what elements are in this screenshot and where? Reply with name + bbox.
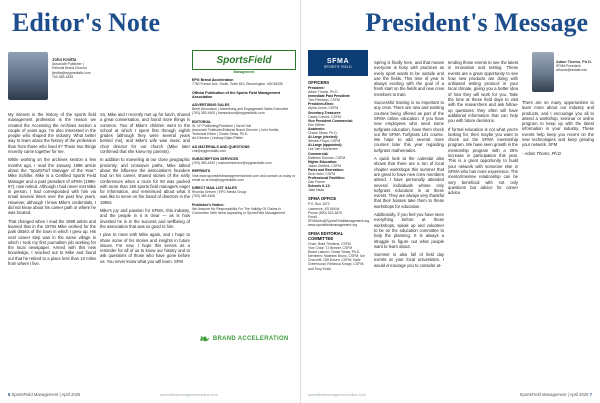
- page-number: 7: [589, 392, 592, 397]
- footer-title: SportsField Management | April 2025: [11, 392, 81, 397]
- brand-acceleration-logo: [196, 327, 292, 351]
- masthead: [192, 50, 296, 215]
- officer-entry: [308, 168, 368, 176]
- signature: - Adam Thoms, Ph.D: [522, 150, 561, 156]
- office-line: www.sportsfieldmanagement.org: [308, 222, 358, 227]
- officers-sidebar: [308, 50, 368, 271]
- masthead-line: Visit www.sportsfieldmanagementonline.com and contact us today or email us at info@epgmediallc.com: [192, 173, 296, 182]
- officer-name: Adam Thoms, Ph.D.: [308, 90, 339, 95]
- president-name: Adam Thoms, Ph.D.: [556, 60, 592, 64]
- paragraph: That changed when I read the 1998 article and learned that in the 1970s Mike worked for the park district of the town in which I grew up. His next career step was in the same village in which I took my first journalism job working for the local newspaper. Armed with this new knowledge, I reached out to Mike and found out that he retired to a place less than 10 miles from where I live.: [8, 218, 96, 267]
- officer-name: Jason DeMink, CSFM: [308, 163, 341, 168]
- officer-role: President:: [308, 86, 325, 90]
- paragraph: Successful training is so important to any crew. There are new and existing courses being offered as part of the SFMA online education. If you have new employees who need some turfgrass education, have them check out the SFMA Turfgrass 101 course. We hope to add several more courses later this year regarding turfgrass mathematics.: [374, 100, 444, 153]
- masthead-section-head: ADVERTISING SALES: [192, 103, 230, 108]
- paragraph: I plan to meet with Mike again, and I hope to share some of his stories and insights in future issues. For now, I hope this serves as a reminder for all of us to know our history and to ask questions of those who have gone before us. You never know what you will learn. SFM: [100, 232, 190, 264]
- masthead-section: [192, 169, 296, 182]
- editor-column-2: [100, 112, 190, 267]
- president-column-1: [374, 60, 444, 271]
- masthead-line: Brent Amundson | Advertising and Engagement Sales Executive: [192, 107, 289, 112]
- officer-entry: [308, 160, 368, 168]
- paragraph: Summer is also full of field day events at your local universities. I would encourage you to consider at-: [374, 252, 444, 268]
- officer-name: Erin Hiltner: [308, 122, 325, 127]
- president-role: SFMA President: [556, 64, 581, 69]
- editor-name: John Kmitta: [52, 57, 77, 62]
- officer-role: Commercial:: [308, 151, 329, 156]
- sportsfield-logo: [192, 50, 296, 70]
- masthead-section: [192, 157, 296, 165]
- committee-line: Vice Chair: TJ Brewer, CSFM: [308, 246, 353, 251]
- editors-note-title: Editor's Note: [12, 8, 161, 37]
- editor-info: [52, 58, 116, 79]
- officer-entry: [308, 135, 368, 143]
- left-footer: [8, 392, 80, 397]
- masthead-section: [192, 145, 296, 153]
- office-line: P.O. Box 1672: [308, 202, 330, 207]
- editor-email[interactable]: jkmitta@epgmediallc.com: [52, 70, 91, 75]
- masthead-line: 7760 France Ave. South, Suite 810, Bloomington, MN 55435: [192, 82, 283, 87]
- paragraph: Spring is finally here, and that means everyone is busy with practices as every sport wants to be outside and use the fields. This time of year is always exciting with the goal of a fresh start on the fields and new crew members to train.: [374, 60, 444, 97]
- masthead-line: Associate Publisher/Editorial Brand Director | John Kmitta: [192, 128, 279, 133]
- masthead-section-head: EDITORIAL: [192, 119, 212, 124]
- office-heading: SFMA OFFICE: [308, 196, 337, 202]
- editor-column-1: [8, 112, 96, 269]
- officer-role: Academic:: [308, 126, 326, 131]
- officer-role: Vice President Commercial:: [308, 118, 353, 123]
- officer-entry: [308, 143, 368, 151]
- committee-heading: SFMA EDITORIAL COMMITTEE: [308, 231, 344, 241]
- paragraph: Mike's joy and passion for SFMA, this industry, and the people in it is clear — as is how invested he is in the success and wellbeing of the association that was so good to him.: [100, 208, 190, 229]
- committee-line: Chair: Brad Thedens, CSFM: [308, 242, 351, 246]
- officer-entry: [308, 102, 368, 110]
- paragraph: If formal education is not what you're looking for, then maybe you want to check out the SFMA mentorship program. We have seen growth in the mentorship program with a 25% increase in participation this year. This is a great opportunity to build your network with someone else in SFMA who has more experience. The mentor/mentee relationship can be very beneficial with not only questions but advice for career advice.: [448, 126, 518, 196]
- paragraph: A quick look at the calendar also shows that there are a ton of local chapter workshops this summer that are great to have new crew members attend. I have personally attended several individuals whose only turfgrass education is at these events. They are always very thankful that their bosses take them to these workshops for education.: [374, 156, 444, 209]
- officer-role: At-Large (elected):: [308, 135, 338, 140]
- officer-name: Dan Ferres: [308, 180, 325, 185]
- editor-phone: 763-383-4405: [52, 74, 74, 79]
- officer-entry: [308, 119, 368, 127]
- page-number: 6: [8, 392, 11, 397]
- masthead-section: [192, 120, 296, 141]
- paragraph: Additionally, if you feel you have seen everything before at these workshops, speak up and volunteer to be on the education committee to help the planning. It is always a struggle to figure out what people want to learn about.: [374, 212, 444, 249]
- officers-heading: OFFICERS: [308, 80, 330, 85]
- sfma-logo: [308, 50, 368, 76]
- officer-list: [308, 86, 368, 192]
- officer-entry: [308, 127, 368, 135]
- officer-role: Professional Facilities:: [308, 176, 345, 181]
- right-footer: [520, 392, 592, 397]
- presidents-message-title: President's Message: [365, 8, 588, 37]
- officer-name: Lee Van Hoorebeke: [308, 147, 338, 152]
- masthead-section-head: SUBSCRIPTION SERVICES: [192, 157, 239, 162]
- committee-line: Members: Matthew Bruns, CSFM; Ian Churchill; Cliff Dosen, CSFM; Katie Greenwood; Rebecca Knapp, CSFM; and Tony Koski.: [308, 254, 365, 271]
- committee-lines: [308, 242, 368, 271]
- masthead-line: Sr. VP Publishing/Publisher | David Voll: [192, 123, 252, 128]
- officer-name: Weston Floyd, CSFM: [308, 139, 341, 144]
- president-column-2: [448, 60, 518, 198]
- masthead-section-head: Publisher's Notice:: [192, 202, 225, 207]
- officer-role: Parks and Recreation:: [308, 167, 344, 172]
- committee-line: Board Liaison: Chase Straw, Ph.D.: [308, 250, 361, 255]
- editor-photo: [8, 52, 48, 100]
- paragraph: There are so many opportunities to learn more about our industry and products, and I encourage you all to attend a workshop, seminar or online program to keep up with the latest information in your industry. These events help keep you recent on the new technologies and keep growing your network. SFM: [522, 100, 594, 148]
- masthead-section: [192, 91, 296, 99]
- masthead-section: [192, 103, 296, 116]
- officer-role: Secretary-Treasurer:: [308, 110, 342, 115]
- officer-name: Tom Pinkston, CSFM: [308, 98, 340, 103]
- masthead-line: Art Director | Lindsay Dijan-Pfeifer: [192, 136, 244, 141]
- masthead-line: We Assume No Responsibility For The Validity Of Claims In Connection With Items Appearing In SportsField Management.: [192, 206, 286, 216]
- sfma-logo-text: SFMA: [326, 57, 350, 65]
- office-line: Lawrence, KS 66044: [308, 206, 340, 211]
- footer-title: SportsField Management | April 2025: [519, 392, 589, 397]
- officer-role: Immediate Past President:: [308, 94, 351, 99]
- office-line: Email: SFMAinfo@SportsFieldManagement.org: [308, 214, 370, 223]
- footer-url[interactable]: sportsfieldmanagementonline.com: [160, 393, 218, 397]
- president-column-3: [522, 100, 594, 159]
- editor-role2: Editorial Brand Director: [52, 66, 88, 71]
- paragraph: In addition to marveling at our close geographic proximity, and crossover paths, Mike talked about the influence the association's founders had on his career, shared stories of the early conferences when a room for 50 was packed with more than 150 sports field managers eager for information, and reminisced about what it was like to serve on the board of directors in the 1990s.: [100, 157, 190, 205]
- officer-name: Alpha Jones, CSFM: [308, 106, 339, 111]
- logo-text: SportsField: [216, 54, 272, 66]
- president-info: [556, 60, 596, 73]
- paragraph: While working on the archives section a few months ago, I read the January 1998 article about the "SportsTurf Manager of the Year." Mike Schiller. Mike is a Certified Sports Field Manager and a past president of SFMA (1996-97), now retired. Although I had never met Mike in person, I had corresponded with him via email several times over the past few years. However, although I knew Mike's credentials, I did not know about his career path or where he was located.: [8, 157, 96, 216]
- masthead-line: (763) 383-4492 | customerservice@epgmediallc.com: [192, 161, 272, 166]
- officer-role: Higher Education:: [308, 159, 338, 164]
- officer-entry: [308, 94, 368, 102]
- officer-name: Matthew Dunnan, CSFM: [308, 155, 346, 160]
- masthead-line: (763) 383-4400 | bamundson@epgmediallc.com: [192, 111, 265, 116]
- officer-entry: [308, 176, 368, 184]
- brand-text: BRAND ACCELERATION: [212, 336, 289, 342]
- masthead-sections: [192, 78, 296, 215]
- masthead-section-head: Official Publication of the Sports Field Management Association: [192, 90, 281, 99]
- masthead-line: (763) 383-4406: [192, 194, 216, 199]
- masthead-section: [192, 186, 296, 199]
- leaf-icon: ❧: [199, 332, 210, 346]
- sfma-logo-sub: SPORTS FIELD: [323, 64, 353, 69]
- officer-entry: [308, 111, 368, 119]
- paragraph: tending those events to see the latest in innovation and testing. These events are a great opportunity to see how new products are doing with unbiased testing protocol in your local climate, giving you a better idea of how they will work for you. Take the time at these field days to visit with the researchers and ask follow-up questions; they often will have additional information that can help you with future decisions.: [448, 60, 518, 124]
- officer-role: Schools K-12:: [308, 184, 331, 189]
- editor-role1: Associate Publisher |: [52, 62, 84, 67]
- officer-name: Chase Straw, Ph.D.: [308, 131, 338, 136]
- officer-name: Casey Carrick, CSFM: [308, 114, 341, 119]
- masthead-section: [192, 203, 296, 216]
- masthead-section-head: AD MATERIALS AND QUESTIONS: [192, 144, 250, 149]
- president-email[interactable]: athoms@iastate.edu: [556, 68, 588, 73]
- logo-sub: Management: [233, 70, 255, 74]
- masthead-section-head: DIRECT MAIL LIST SALES: [192, 186, 237, 191]
- officer-name: Dick Hahn, CSFM: [308, 171, 336, 176]
- officer-entry: [308, 152, 368, 160]
- footer-url[interactable]: sportsfieldmanagementonline.com: [308, 393, 366, 397]
- paragraph: So, Mike and I recently met up for lunch, shared a great conversation, and found more things in common. Two of Mike's children went to the school at which I spent first through eighth grades (although they were several years behind me), and Mike's wife was music and choir director for our church (Mike later confirmed that she knew my parents).: [100, 112, 190, 155]
- office-lines: [308, 202, 368, 227]
- masthead-section: [192, 78, 296, 86]
- officer-role: At-Large (appointed):: [308, 143, 343, 148]
- officer-name: Jake Naas: [308, 188, 325, 193]
- officer-role: President-Elect:: [308, 102, 334, 107]
- paragraph: My interest in the history of the sports field management profession is the reason we created the Accessing the Archives section a couple of years ago. I'm also interested in the people who shaped the industry. What better way to learn about the history of the profession than from those who lived it? Those two things recently came together for me.: [8, 112, 96, 155]
- masthead-section-head: REPRINTS: [192, 169, 211, 174]
- masthead-section-head: EPG Brand Acceleration: [192, 78, 234, 83]
- masthead-line: cml@epgmediallc.com: [192, 148, 227, 153]
- office-line: Phone (800) 323-3875: [308, 210, 342, 215]
- president-photo: [532, 52, 554, 92]
- officer-entry: [308, 86, 368, 94]
- masthead-line: Rhonda Greven | EPG Media Group: [192, 190, 247, 195]
- officer-entry: [308, 184, 368, 192]
- right-page: [300, 0, 600, 403]
- masthead-line: Technical Editor | Chase Straw, Ph.D.: [192, 132, 249, 137]
